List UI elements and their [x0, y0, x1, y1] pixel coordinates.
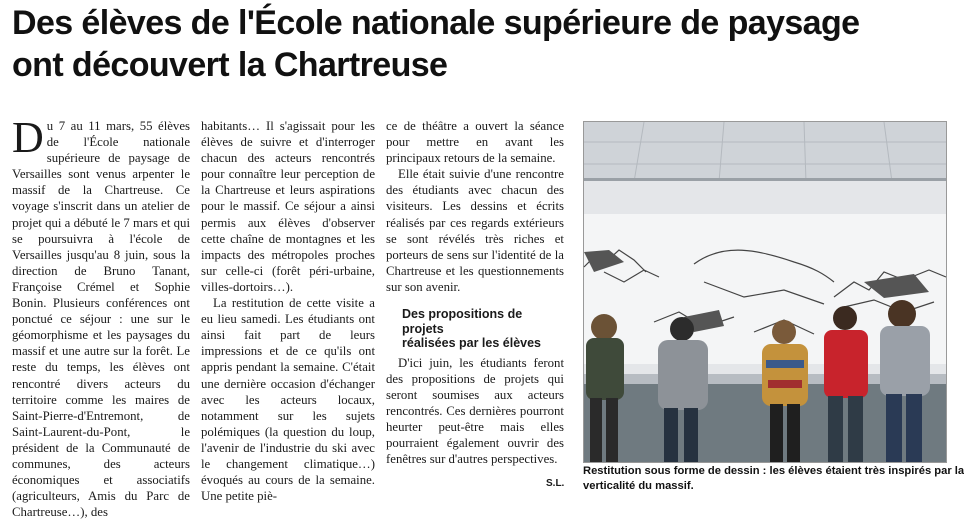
column-3-paragraph-3: D'ici juin, les étudiants feront des propositions de projets qui seront soumises aux acteurs rencontrés. Ces dernières pourront heurter peut-être mais elles pourraient également ouvrir des fenêtres sur d'autres perspectives.: [386, 355, 564, 467]
caption-line-1: Restitution sous forme de dessin : les élèves étaient très inspirés par la: [583, 465, 964, 477]
subheading-line-1: Des propositions de projets: [402, 307, 523, 336]
photo-ceiling: [584, 122, 946, 182]
drop-cap: D: [12, 113, 44, 162]
column-3-paragraph-1: ce de théâtre a ouvert la séance pour mettre en avant les principaux retours de la semaine.: [386, 119, 564, 166]
intro-paragraph: [12, 113, 190, 520]
article-column-2: [201, 118, 375, 504]
subheading-line-2: réalisées par les élèves: [402, 336, 542, 351]
photo-illustration: [584, 122, 946, 462]
photo-trim: [584, 178, 946, 181]
section-subheading: [386, 307, 564, 351]
article-photo: [583, 121, 947, 463]
photo-caption: [583, 464, 964, 493]
article-column-1: [12, 113, 190, 520]
column-2-paragraph-2: La restitution de cette visite a eu lieu samedi. Les étudiants ont ainsi fait part de leurs impressions et de ce qu'ils ont appris pendant la semaine. C'était une dernière occasion d'échanger avec les acteurs locaux, notamment sur les sujets polémiques (la question du loup, l'avenir de l'industrie du ski avec le changement climatique…) évoqués au cours de la semaine. Une petite piè-: [201, 296, 375, 504]
headline-line-2: ont découvert la Chartreuse: [12, 46, 448, 84]
article-column-3: [386, 118, 564, 490]
column-3-paragraph-2: Elle était suivie d'une rencontre des étudiants avec chacun des visiteurs. Les dessins et écrits réalisés par ces regards extérieurs se sont révélés très riches et porteurs de sens sur l'identité de la Chartreuse et les questionnements sur son avenir.: [386, 167, 564, 294]
author-byline: S.L.: [546, 478, 565, 489]
caption-line-2: verticalité du massif.: [583, 479, 694, 492]
article-headline: [12, 2, 952, 86]
headline-line-1: Des élèves de l'École nationale supérieure de paysage: [12, 4, 860, 42]
column-2-paragraph-1: habitants… Il s'agissait pour les élèves de suivre et d'interroger chacun des acteurs rencontrés pour connaître leur perception de la Chartreuse et leurs aspirations pour le massif. Ce séjour a ainsi permis aux élèves d'observer cette chaîne de montagnes et les impacts des métropoles proches sur celle-ci (forêt péri-urbaine, villes-dortoirs…).: [201, 119, 375, 294]
intro-text: u 7 au 11 mars, 55 élèves de l'École nationale supérieure de paysage de Versailles sont venus arpenter le massif de la Chartreuse. Ce voyage s'inscrit dans un atelier de projet qui a débuté le 7 mars et qui se poursuivra à l'école de Versailles jusqu'au 8 juin, sous la direction de Bruno Tanant, Françoise Crémel et Sophie Bonin. Plusieurs conférences ont ponctué ce séjour : une sur le géomorphisme et les paysages du massif et une autre sur la forêt. Le reste du temps, les élèves ont rencontré divers acteurs du territoire comme les maires de Saint-Pierre-d'Entremont, de Saint-Laurent-du-Pont, le président de la Communauté de communes, des acteurs économiques et associatifs (agriculteurs, Amis du Parc de Chartreuse…), des: [12, 119, 190, 520]
